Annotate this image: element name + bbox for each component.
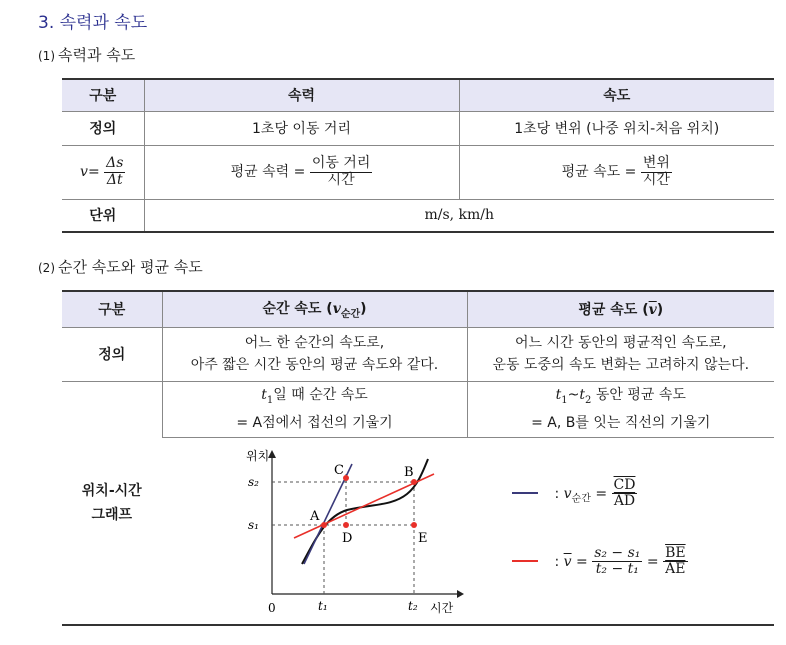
header-instant-velocity: 순간 속도 $(v_{순간})$ — [162, 291, 467, 327]
x-axis-arrow-icon — [457, 590, 464, 598]
point-b-label: B — [404, 464, 414, 480]
legend-average-swatch — [512, 560, 538, 562]
row-graph-label: 위치-시간 그래프 — [81, 482, 142, 523]
header-category-2: 구분 — [62, 291, 162, 327]
section-title: 3. 속력과 속도 — [38, 13, 148, 33]
speed-definition: 1초당 이동 거리 — [144, 111, 459, 145]
unit-value: m/s, km/h — [144, 199, 774, 232]
point-c-label: C — [334, 462, 344, 478]
row-definition-label: 정의 — [62, 111, 144, 145]
position-time-graph — [242, 444, 472, 622]
row-unit-label: 단위 — [62, 199, 144, 232]
header-velocity: 속도 — [459, 79, 774, 111]
x-axis-label: 시간 — [430, 600, 454, 615]
header-category: 구분 — [62, 79, 144, 111]
header-speed: 속력 — [144, 79, 459, 111]
t1-label: t₁ — [318, 598, 328, 613]
point-a — [321, 522, 327, 528]
formula-label: v= $\frac{\Delta s}{\Delta t}$ — [62, 145, 144, 199]
velocity-definition: 1초당 변위 (나중 위치-처음 위치) — [459, 111, 774, 145]
y-axis-arrow-icon — [268, 450, 276, 458]
s2-label: s₂ — [248, 474, 259, 489]
point-e-label: E — [418, 530, 428, 546]
graph-cell — [162, 437, 774, 625]
average-graph-meaning: $t_1\sim t_2$ 동안 평균 속도 = A, B를 잇는 직선의 기울기 — [467, 381, 774, 437]
legend-instant: : $v_{순간}$ = $\frac{\overline{CD}}{AD}$ — [512, 478, 637, 510]
point-d — [343, 522, 349, 528]
subsection-1-title: (1) 속력과 속도 — [38, 46, 136, 64]
point-d-label: D — [342, 530, 353, 546]
instant-graph-meaning: $t_1$일 때 순간 속도 = A점에서 접선의 기울기 — [162, 381, 467, 437]
legend-instant-swatch — [512, 492, 538, 494]
header-average-velocity: 평균 속도 $(\overline{v})$ — [467, 291, 774, 327]
speed-velocity-table — [62, 78, 774, 233]
row-definition-label-2: 정의 — [62, 327, 162, 381]
average-definition: 어느 시간 동안의 평균적인 속도로, 운동 도중의 속도 변화는 고려하지 않는다. — [467, 327, 774, 381]
point-a-label: A — [310, 508, 320, 524]
instant-definition: 어느 한 순간의 속도로, 아주 짧은 시간 동안의 평균 속도와 같다. — [162, 327, 467, 381]
s1-label: s₁ — [248, 517, 259, 532]
average-velocity-formula: 평균 속도 = $\frac{\text{변위}}{\text{시간}}$ — [459, 145, 774, 199]
legend-average: : $\overline{v}$ = $\frac{\text{s₂ − s₁}}{\text{t₂ − t₁}}$ = $\frac{\overline{BE}}{AE}$ — [512, 546, 688, 578]
instant-average-velocity-table — [62, 290, 774, 626]
point-e — [411, 522, 417, 528]
t2-label: t₂ — [408, 598, 418, 613]
y-axis-label: 위치 — [246, 448, 270, 463]
average-speed-formula: 평균 속력 = $\frac{\text{이동 거리}}{\text{시간}}$ — [144, 145, 459, 199]
subsection-2-title: (2) 순간 속도와 평균 속도 — [38, 258, 203, 276]
origin-label: 0 — [268, 600, 276, 615]
